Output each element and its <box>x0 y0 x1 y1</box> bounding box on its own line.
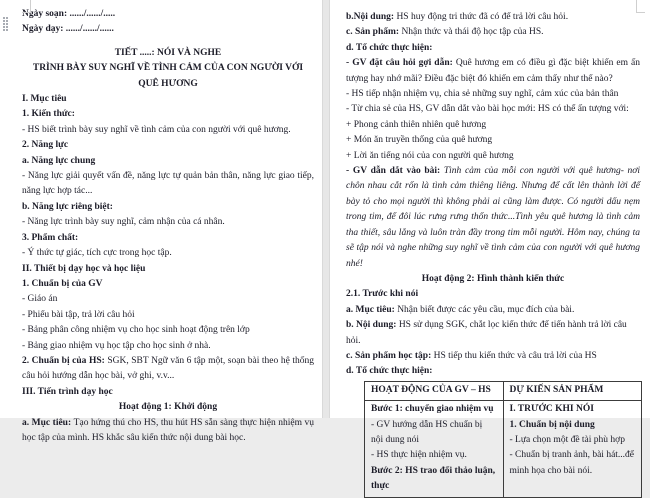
text-run: - Năng lực trình bày suy nghĩ, cảm nhận của cá nhân. <box>22 217 225 228</box>
paragraph <box>22 22 314 37</box>
paragraph <box>346 41 640 56</box>
crop-mark-icon <box>636 0 645 13</box>
text-run: - Chuẩn bị tranh ảnh, bài hát...để minh họa cho bài nói. <box>509 450 635 476</box>
paragraph <box>22 123 314 138</box>
text-run: HS sử dụng SGK, chắt lọc kiến thức để tiến hành trả lời câu hỏi. <box>346 320 627 346</box>
text-run: c. Sản phẩm học tập: <box>346 350 434 361</box>
paragraph <box>22 262 314 277</box>
text-run: a. Năng lực chung <box>22 155 96 166</box>
text-run: - HS thực hiện nhiệm vụ. <box>371 450 467 461</box>
text-run: Hoạt động 1: Khởi động <box>118 402 218 413</box>
text-run: III. Tiến trình dạy học <box>22 386 113 397</box>
text-run: + Phong cảnh thiên nhiên quê hương <box>346 119 487 130</box>
text-run: b.Nội dung: <box>346 12 397 22</box>
paragraph <box>22 416 314 447</box>
text-run: HS tiếp thu kiến thức và câu trả lời của HS <box>433 350 597 361</box>
text-run: + Lời ăn tiếng nói của con người quê hương <box>346 150 514 161</box>
text-run: Hoạt động 2: Hình thành kiến thức <box>421 273 565 284</box>
text-run: Bước 1: chuyển giao nhiệm vụ <box>371 404 494 415</box>
paragraph <box>22 323 314 338</box>
paragraph <box>22 92 314 107</box>
paragraph <box>346 133 640 148</box>
text-run: Ngày dạy: ....../....../...... <box>22 24 114 35</box>
paragraph <box>346 87 640 102</box>
paragraph <box>22 138 314 153</box>
text-run: - GV hướng dẫn HS chuẩn bị nội dung nói <box>371 419 483 445</box>
text-run: 1. Kiến thức: <box>22 109 75 120</box>
drag-handle-icon[interactable] <box>3 17 8 31</box>
table-cell-line <box>510 448 636 479</box>
paragraph <box>346 164 640 272</box>
paragraph <box>22 277 314 292</box>
text-run: - Phiếu bài tập, trả lời câu hỏi <box>22 309 135 320</box>
text-run: TRÌNH BÀY SUY NGHĨ VỀ TÌNH CẢM CỦA CON NGƯỜI VỚI QUÊ HƯƠNG <box>32 63 304 89</box>
text-run: 2.1. Trước khi nói <box>346 289 419 300</box>
paragraph <box>22 308 314 323</box>
paragraph <box>346 272 640 287</box>
paragraph <box>22 400 314 415</box>
table-cell-line <box>371 448 497 463</box>
paragraph <box>22 246 314 261</box>
text-run: - Từ chia sẻ của HS, GV dẫn dắt vào bài học mới: HS có thể ấn tượng với: <box>346 104 629 115</box>
table-cell-line <box>371 418 497 449</box>
text-run: - Giáo án <box>22 294 58 305</box>
paragraph <box>346 149 640 164</box>
paragraph <box>346 364 640 379</box>
table-cell-line <box>510 402 636 417</box>
paragraph <box>22 385 314 400</box>
paragraph-spacer <box>22 38 314 46</box>
paragraph <box>22 107 314 122</box>
table-cell <box>365 401 504 497</box>
page-2 <box>330 0 650 492</box>
paragraph <box>22 200 314 215</box>
text-run: HS huy động tri thức đã có để trả lời câu hỏi. <box>396 12 569 22</box>
paragraph <box>346 10 640 25</box>
page-1 <box>0 0 322 443</box>
paragraph <box>22 231 314 246</box>
text-run: Tạo hứng thú cho HS, thu hút HS sẵn sàng thực hiện nhiệm vụ học tập của mình. HS khắc sâu kiến thức nội dung bài học. <box>22 417 315 443</box>
text-run: d. Tổ chức thực hiện: <box>346 366 433 377</box>
text-run: 2. Năng lực <box>22 140 69 151</box>
text-run: Nhận thức và thái độ học tập của HS. <box>401 27 544 38</box>
paragraph <box>346 318 640 349</box>
paragraph <box>22 169 314 200</box>
paragraph <box>22 354 314 385</box>
text-run: d. Tổ chức thực hiện: <box>346 42 433 53</box>
paragraph <box>346 102 640 117</box>
text-run: I. Mục tiêu <box>22 94 67 105</box>
activity-table <box>364 381 642 498</box>
text-run: 3. Phẩm chất: <box>22 232 79 243</box>
paragraph <box>346 287 640 302</box>
table-cell-line <box>371 402 497 417</box>
paragraph <box>346 349 640 364</box>
text-run: - Ý thức tự giác, tích cực trong học tập. <box>22 248 172 259</box>
text-run: 2. Chuẩn bị của HS: <box>22 355 108 366</box>
text-run: - GV đặt câu hỏi gợi dẫn: <box>346 58 456 69</box>
text-run: Bước 2: HS trao đổi thảo luận, thực <box>371 465 496 492</box>
text-run: + Món ăn truyền thống của quê hương <box>346 135 493 146</box>
paragraph <box>22 215 314 230</box>
text-run: - Năng lực giải quyết vấn đề, năng lực tự quản bản thân, năng lực giao tiếp, năng lực hợp tác... <box>22 171 314 197</box>
text-run: c. Sản phẩm: <box>346 27 402 38</box>
text-run: - Bảng giao nhiệm vụ học tập cho học sinh ở nhà. <box>22 340 211 351</box>
text-run: Ngày soạn: ....../....../..... <box>22 9 116 19</box>
text-run: - Bảng phân công nhiệm vụ cho học sinh hoạt động trên lớp <box>22 325 250 336</box>
table-cell-line <box>371 464 497 495</box>
page-1-text <box>0 0 322 446</box>
paragraph <box>22 154 314 169</box>
text-run: - HS tiếp nhận nhiệm vụ, chia sẻ những suy nghĩ, cảm xúc của bản thân <box>346 89 619 100</box>
text-run: b. Nội dung: <box>346 320 399 331</box>
table-header-cell: HOẠT ĐỘNG CỦA GV – HS <box>365 381 504 400</box>
paragraph <box>22 46 314 61</box>
text-run: SGK, SBT Ngữ văn 6 tập một, soạn bài theo hệ thống câu hỏi hướng dẫn học bài, vở ghi, v.v... <box>22 355 314 382</box>
text-run: 1. Chuẩn bị của GV <box>22 278 103 289</box>
table-header-cell: DỰ KIẾN SẢN PHẨM <box>503 381 642 400</box>
paragraph <box>22 292 314 307</box>
text-run: I. TRƯỚC KHI NÓI <box>509 404 594 415</box>
paragraph <box>22 7 314 22</box>
text-run: Tình cảm của mỗi con người với quê hương- nơi chôn nhau cắt rốn là tình cảm thiêng liêng. Nhưng để cất lên thành lời để bày tỏ cho mọi người thì không phải ai cũng làm được. Có người dấu nẹm trong tim, để đôi lúc rưng rưng thổn thức...Tình yêu quê hương là tình cảm tha thiết, sâu lắng và luôn tràn đầy trong tim mỗi người. Hôm nay, chúng ta sẽ tập nói và nghe những suy nghĩ về tình cảm của con người với quê hương nhé! <box>346 166 641 269</box>
table-cell-line <box>510 433 636 448</box>
paragraph <box>22 61 314 92</box>
text-run: - HS biết trình bày suy nghĩ về tình cảm của con người với quê hương. <box>22 124 291 135</box>
paragraph <box>346 118 640 133</box>
page-gap <box>322 0 330 418</box>
paragraph <box>22 339 314 354</box>
text-run: b. Năng lực riêng biệt: <box>22 201 113 212</box>
text-run: Nhận biết được các yêu cầu, mục đích của bài. <box>397 304 575 315</box>
paragraph <box>346 25 640 40</box>
text-run: II. Thiết bị dạy học và học liệu <box>22 263 146 274</box>
text-run: a. Mục tiêu: <box>346 304 398 315</box>
text-run: a. Mục tiêu: <box>22 417 74 428</box>
table-cell <box>503 401 642 497</box>
text-run: - Lựa chọn một đề tài phù hợp <box>509 434 625 445</box>
crop-mark-icon <box>22 0 31 13</box>
paragraph <box>346 56 640 87</box>
text-run: 1. Chuẩn bị nội dung <box>509 419 595 430</box>
text-run: - GV dẫn dắt vào bài: <box>346 166 444 177</box>
text-run: Quê hương em có điều gì đặc biệt khiến em ấn tượng hay nhớ mãi? Điều đặc biệt đó khiến em cảm thấy như thế nào? <box>346 58 640 84</box>
text-run: TIẾT .....: NÓI VÀ NGHE <box>114 47 222 58</box>
table-cell-line <box>510 418 636 433</box>
paragraph <box>346 303 640 318</box>
page-2-text <box>330 0 650 498</box>
